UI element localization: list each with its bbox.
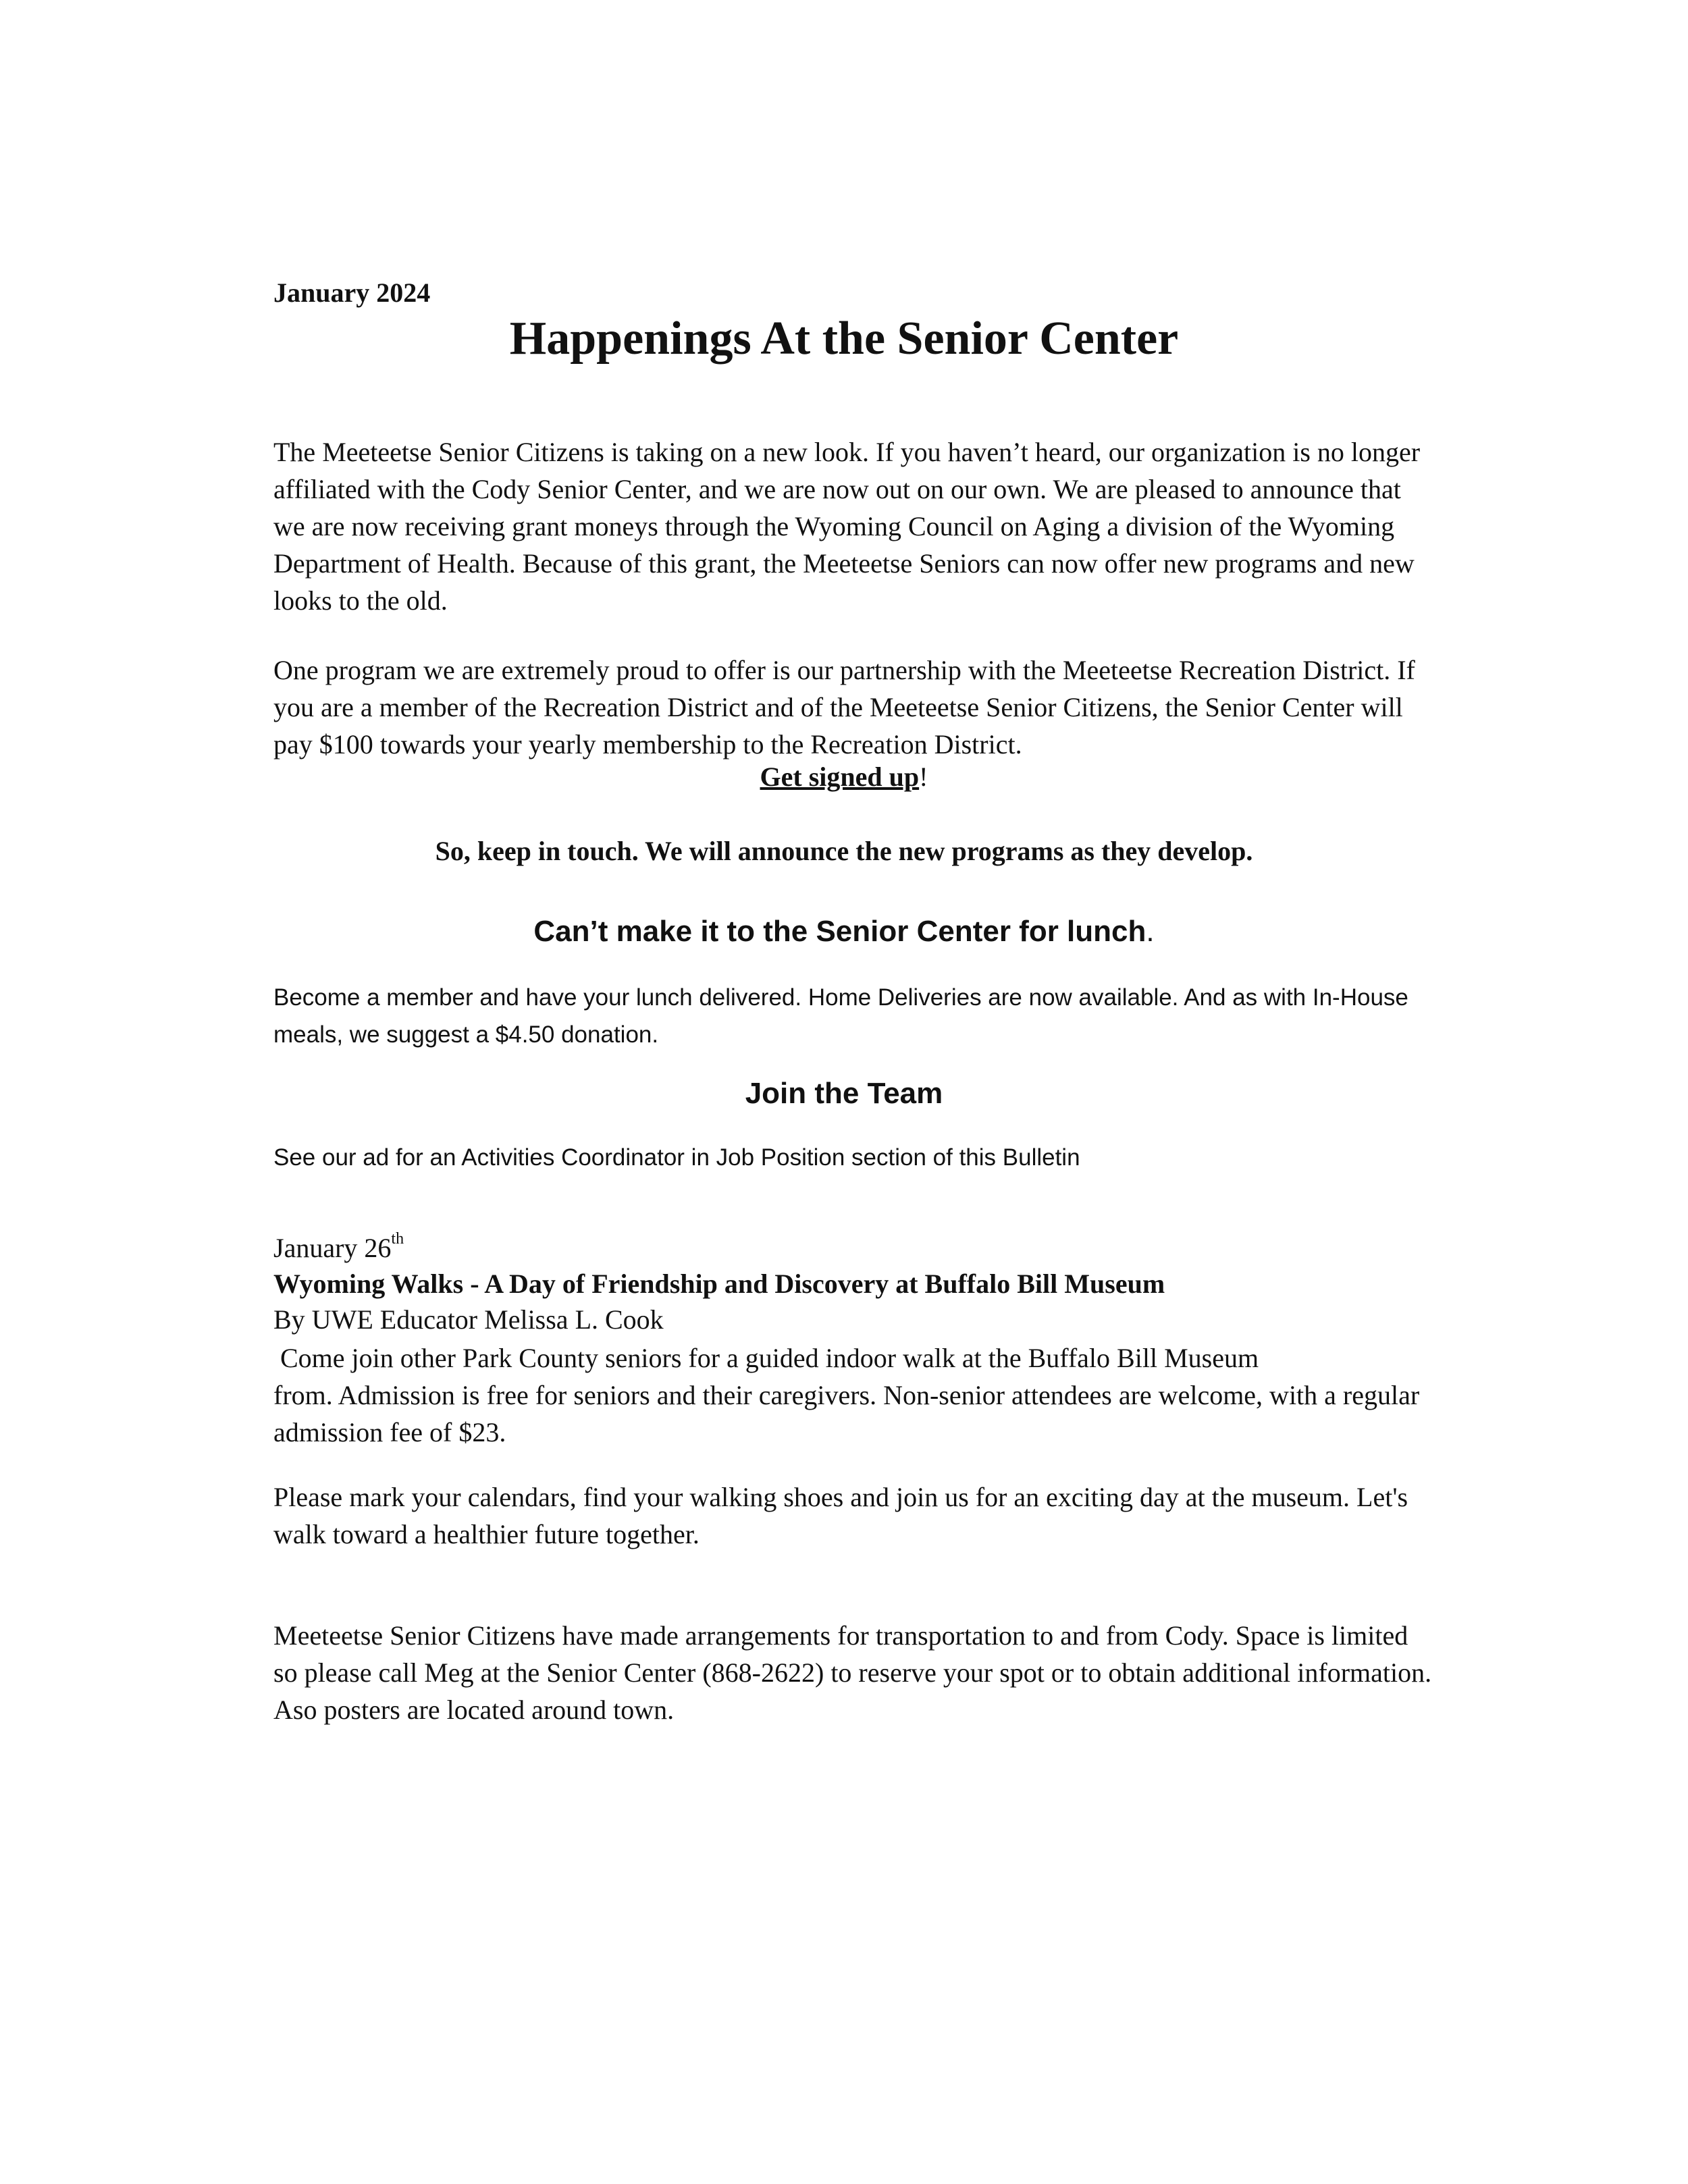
intro-paragraph-1: The Meeteetse Senior Citizens is taking on a new look. If you haven’t heard, our organization is no longer affiliated with the Cody Senior Center, and we are now out on our own. We are pleased to announce that we are now receiving grant moneys through the Wyoming Council on Aging a division of the Wyoming Department of Health. Because of this grant, the Meeteetse Seniors can now offer new programs and new looks to the old.: [273, 437, 1421, 616]
signup-callout: Get signed up: [760, 762, 920, 792]
signup-line: [0, 761, 1688, 793]
intro-paragraph-2: One program we are extremely proud to offer is our partnership with the Meeteetse Recreation District. If you are a member of the Recreation District and of the Meeteetse Senior Citizens, the Senior Center will pay $100 towards your yearly membership to the Recreation District.: [273, 655, 1415, 760]
team-body: See our ad for an Activities Coordinator in Job Position section of this Bulletin: [273, 1144, 1080, 1171]
lunch-body: Become a member and have your lunch delivered. Home Deliveries are now available. And as with In-House meals, we suggest a $4.50 donation.: [273, 984, 1408, 1048]
lunch-heading: [0, 915, 1688, 949]
transportation-paragraph: Meeteetse Senior Citizens have made arrangements for transportation to and from Cody. Space is limited so please call Meg at the Senior Center (868-2622) to reserve your spot or to obtain additional information. Aso posters are located around town.: [273, 1620, 1432, 1725]
lunch-heading-text: Can’t make it to the Senior Center for lunch: [533, 915, 1146, 948]
event-date: [273, 1229, 404, 1264]
keep-in-touch-note: So, keep in touch. We will announce the new programs as they develop.: [435, 836, 1253, 866]
team-heading: Join the Team: [745, 1077, 943, 1110]
event-byline: By UWE Educator Melissa L. Cook: [273, 1304, 664, 1335]
signup-punct: !: [919, 762, 928, 792]
page-title: Happenings At the Senior Center: [509, 313, 1179, 365]
event-title: Wyoming Walks - A Day of Friendship and Discovery at Buffalo Bill Museum: [273, 1269, 1165, 1299]
lunch-heading-punct: .: [1146, 915, 1155, 948]
calendar-paragraph: Please mark your calendars, find your walking shoes and join us for an exciting day at the museum. Let's walk toward a healthier future together.: [273, 1482, 1408, 1549]
event-description-rest: from. Admission is free for seniors and their caregivers. Non-senior attendees are welcome, with a regular admission fee of $23.: [273, 1380, 1420, 1447]
event-date-main: January 26: [273, 1233, 392, 1263]
event-description-line-1: Come join other Park County seniors for a guided indoor walk at the Buffalo Bill Museum: [280, 1343, 1259, 1373]
event-date-suffix: th: [391, 1229, 404, 1248]
issue-date: January 2024: [273, 277, 431, 308]
event-description: [273, 1339, 1435, 1451]
